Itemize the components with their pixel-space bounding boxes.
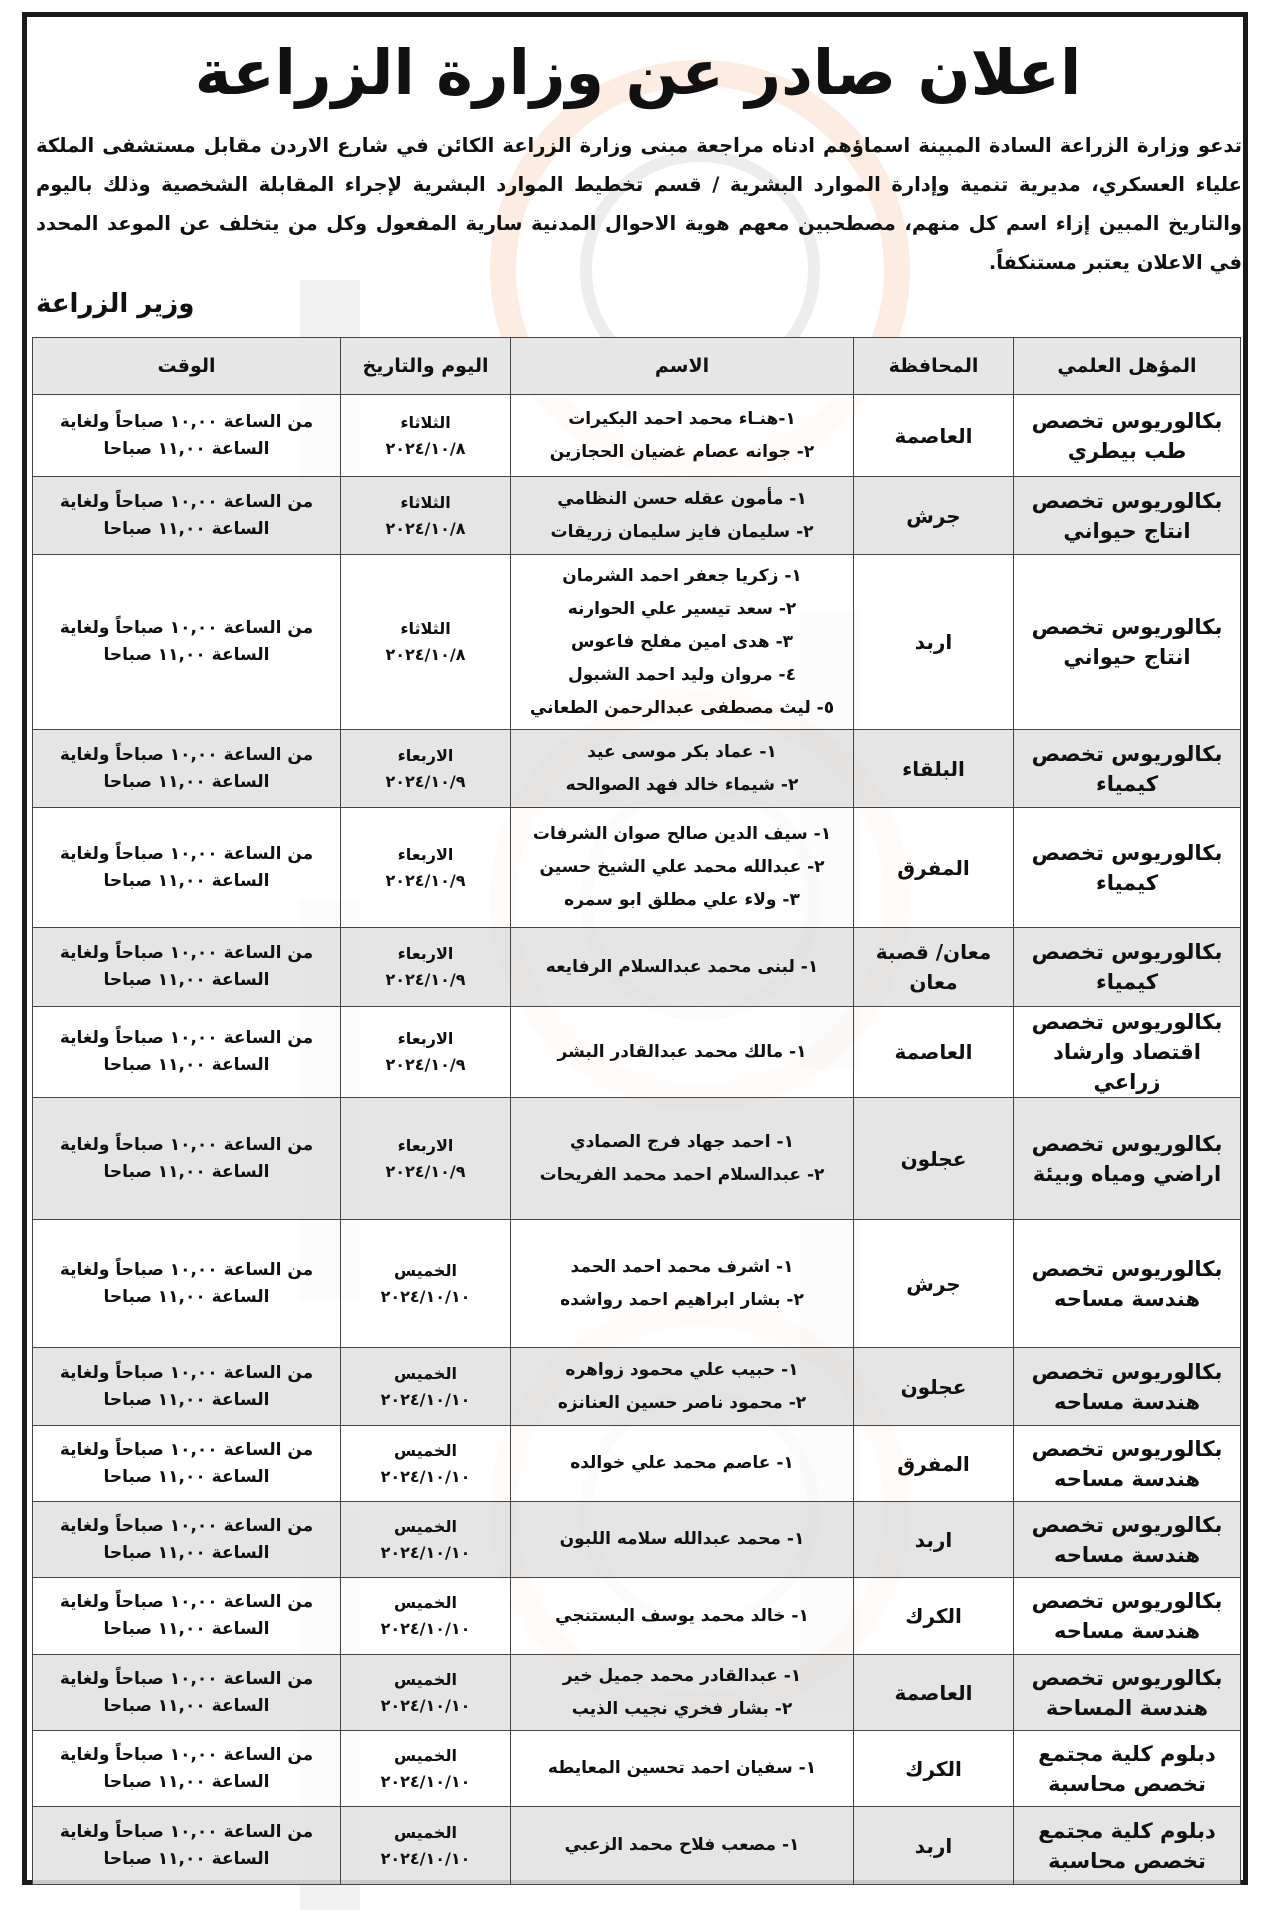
qualification-text: بكالوريوس تخصص (1031, 1512, 1223, 1537)
governorate-text: جرش (906, 503, 961, 528)
interview-time: من الساعة ١٠,٠٠ صباحاً ولغاية (59, 1259, 314, 1280)
candidate-name: ١- خالد محمد يوسف البستنجي (555, 1605, 809, 1626)
qualification-text: تخصص محاسبة (1048, 1771, 1206, 1796)
candidate-name: ٥- ليث مصطفى عبدالرحمن الطعاني (529, 697, 835, 718)
interview-time: من الساعة ١٠,٠٠ صباحاً ولغاية (59, 1439, 314, 1460)
candidate-name: ٢- جوانه عصام غضيان الحجازين (549, 441, 815, 462)
interview-time: الساعة ١١,٠٠ صباحا (103, 1466, 270, 1487)
time-cell (33, 1807, 341, 1885)
day-date-cell (341, 1502, 511, 1578)
table-row (33, 1348, 1241, 1426)
interview-time: من الساعة ١٠,٠٠ صباحاً ولغاية (59, 1362, 314, 1383)
names-cell (511, 555, 854, 730)
day-date-cell (341, 808, 511, 928)
qualification-text: هندسة مساحه (1053, 1542, 1201, 1567)
interview-time: من الساعة ١٠,٠٠ صباحاً ولغاية (59, 1821, 314, 1842)
day-date-cell (341, 730, 511, 808)
candidate-name: ١- حبيب علي محمود زواهره (565, 1359, 799, 1380)
governorate-cell (854, 1502, 1014, 1578)
candidate-name: ٣- ولاء علي مطلق ابو سمره (564, 890, 800, 910)
governorate-cell (854, 555, 1014, 730)
names-cell (511, 1807, 854, 1885)
qualification-cell (1014, 555, 1241, 730)
governorate-cell (854, 1220, 1014, 1348)
table-row (33, 808, 1241, 928)
table-row (33, 1807, 1241, 1885)
day-date-cell (341, 477, 511, 555)
qualification-text: بكالوريوس تخصص (1031, 1256, 1223, 1281)
interview-date: ٢٠٢٤/١٠/١٠ (380, 1848, 471, 1868)
governorate-text: جرش (906, 1271, 961, 1296)
interview-date: ٢٠٢٤/١٠/٨ (385, 645, 466, 664)
candidate-name: ٢- بشار ابراهيم احمد رواشده (560, 1289, 804, 1310)
qualification-text: هندسة مساحه (1053, 1286, 1201, 1311)
interview-time: من الساعة ١٠,٠٠ صباحاً ولغاية (59, 1134, 314, 1155)
qualification-text: اراضي ومياه وبيئة (1032, 1161, 1222, 1186)
table-row (33, 395, 1241, 477)
governorate-text: عجلون (900, 1146, 967, 1171)
governorate-cell (854, 730, 1014, 808)
interview-time: الساعة ١١,٠٠ صباحا (103, 1389, 270, 1410)
table-row (33, 1655, 1241, 1731)
interview-day: الاربعاء (397, 745, 454, 765)
governorate-text: الكرك (905, 1756, 962, 1781)
interview-time: الساعة ١١,٠٠ صباحا (103, 518, 270, 539)
candidate-name: ٤- مروان وليد احمد الشبول (568, 664, 796, 685)
qualification-text: كيمياء (1095, 771, 1159, 796)
names-cell (511, 1731, 854, 1807)
interview-date: ٢٠٢٤/١٠/١٠ (380, 1619, 471, 1638)
governorate-text: اربد (914, 630, 953, 654)
interview-time: الساعة ١١,٠٠ صباحا (103, 1848, 270, 1869)
interview-day: الاربعاء (397, 1135, 454, 1155)
qualification-text: كيمياء (1095, 870, 1159, 895)
table-body (33, 395, 1241, 1885)
day-date-cell (341, 1655, 511, 1731)
governorate-text: عجلون (900, 1374, 967, 1399)
qualification-text: انتاج حيواني (1063, 645, 1191, 669)
qualification-text: بكالوريوس تخصص (1031, 840, 1223, 865)
governorate-cell (854, 1655, 1014, 1731)
names-cell (511, 1348, 854, 1426)
governorate-cell (854, 1731, 1014, 1807)
day-date-cell (341, 1220, 511, 1348)
candidate-name: ٢- شيماء خالد فهد الصوالحه (565, 774, 799, 795)
qualification-text: بكالوريوس تخصص (1031, 1131, 1223, 1156)
qualification-text: دبلوم كلية مجتمع (1038, 1741, 1216, 1766)
interview-time: الساعة ١١,٠٠ صباحا (103, 1286, 270, 1307)
signature: وزير الزراعة (36, 289, 195, 319)
table-row (33, 1426, 1241, 1502)
interview-date: ٢٠٢٤/١٠/١٠ (380, 1466, 471, 1486)
qualification-text: كيمياء (1095, 970, 1159, 994)
candidate-name: ١-هنـاء محمد احمد البكيرات (568, 408, 796, 429)
time-cell (33, 1007, 341, 1098)
candidate-name: ١- اشرف محمد احمد الحمد (570, 1256, 794, 1277)
names-cell (511, 808, 854, 928)
interview-time: من الساعة ١٠,٠٠ صباحاً ولغاية (59, 411, 314, 432)
table-header-row (33, 338, 1241, 395)
interview-date: ٢٠٢٤/١٠/٨ (385, 438, 466, 458)
header-qualification: المؤهل العلمي (1014, 338, 1241, 395)
names-cell (511, 1426, 854, 1502)
qualification-cell (1014, 1807, 1241, 1885)
qualification-text: بكالوريوس تخصص (1031, 1010, 1223, 1034)
qualification-text: هندسة مساحه (1053, 1466, 1201, 1491)
day-date-cell (341, 1578, 511, 1655)
interview-day: الخميس (394, 1745, 457, 1765)
qualification-cell (1014, 1220, 1241, 1348)
interview-time: الساعة ١١,٠٠ صباحا (103, 1055, 270, 1075)
interview-date: ٢٠٢٤/١٠/٨ (385, 518, 466, 538)
governorate-cell (854, 477, 1014, 555)
interview-date: ٢٠٢٤/١٠/١٠ (380, 1542, 471, 1562)
table-row (33, 1731, 1241, 1807)
table-row (33, 555, 1241, 730)
header-name: الاسم (511, 338, 854, 395)
names-cell (511, 928, 854, 1007)
qualification-cell (1014, 1731, 1241, 1807)
interview-date: ٢٠٢٤/١٠/١٠ (380, 1695, 471, 1715)
day-date-cell (341, 928, 511, 1007)
day-date-cell (341, 1807, 511, 1885)
interview-date: ٢٠٢٤/١٠/١٠ (380, 1389, 471, 1409)
table-row (33, 1502, 1241, 1578)
candidate-name: ٣- هدى امين مفلح فاعوس (570, 631, 794, 652)
qualification-text: هندسة مساحه (1053, 1619, 1201, 1643)
qualification-text: هندسة المساحة (1045, 1695, 1209, 1720)
governorate-text: اربد (914, 1527, 953, 1552)
interview-time: الساعة ١١,٠٠ صباحا (103, 1542, 270, 1563)
interview-date: ٢٠٢٤/١٠/٩ (385, 970, 466, 989)
interview-time: الساعة ١١,٠٠ صباحا (103, 870, 270, 891)
interview-schedule-table (32, 337, 1241, 1885)
interview-date: ٢٠٢٤/١٠/١٠ (380, 1771, 471, 1791)
day-date-cell (341, 1348, 511, 1426)
qualification-text: بكالوريوس تخصص (1031, 615, 1223, 639)
table-row (33, 1578, 1241, 1655)
interview-day: الثلاثاء (400, 619, 451, 638)
time-cell (33, 555, 341, 730)
interview-day: الثلاثاء (400, 492, 451, 512)
candidate-name: ٢- سليمان فايز سليمان زريقات (550, 521, 814, 542)
names-cell (511, 1502, 854, 1578)
names-cell (511, 1098, 854, 1220)
governorate-text: العاصمة (894, 1680, 973, 1705)
day-date-cell (341, 1098, 511, 1220)
governorate-text: معان/ قصبة (875, 940, 992, 964)
candidate-name: ١- لبنى محمد عبدالسلام الرفايعه (545, 956, 819, 977)
governorate-cell (854, 1426, 1014, 1502)
governorate-cell (854, 1348, 1014, 1426)
day-date-cell (341, 555, 511, 730)
governorate-text: اربد (914, 1833, 953, 1858)
governorate-text: العاصمة (894, 1040, 973, 1064)
qualification-text: بكالوريوس تخصص (1031, 408, 1223, 433)
governorate-cell (854, 1098, 1014, 1220)
governorate-cell (854, 1007, 1014, 1098)
qualification-cell (1014, 928, 1241, 1007)
candidate-name: ١- زكريا جعفر احمد الشرمان (562, 565, 802, 586)
interview-time: الساعة ١١,٠٠ صباحا (103, 645, 270, 665)
day-date-cell (341, 1426, 511, 1502)
qualification-cell (1014, 1655, 1241, 1731)
time-cell (33, 928, 341, 1007)
governorate-text: المفرق (897, 855, 970, 880)
candidate-name: ١- سيف الدين صالح صوان الشرفات (532, 824, 832, 844)
time-cell (33, 1731, 341, 1807)
time-cell (33, 1098, 341, 1220)
qualification-text: بكالوريوس تخصص (1031, 488, 1223, 513)
candidate-name: ١- مأمون عقله حسن النظامي (557, 488, 807, 509)
interview-day: الخميس (394, 1260, 457, 1280)
interview-time: من الساعة ١٠,٠٠ صباحاً ولغاية (59, 618, 314, 638)
table-row (33, 1220, 1241, 1348)
governorate-text: المفرق (897, 1451, 970, 1476)
interview-time: الساعة ١١,٠٠ صباحا (103, 1771, 270, 1792)
time-cell (33, 477, 341, 555)
qualification-text: بكالوريوس تخصص (1031, 1359, 1223, 1384)
qualification-text: طب بيطري (1067, 438, 1187, 463)
time-cell (33, 1426, 341, 1502)
governorate-text: البلقاء (902, 756, 965, 781)
interview-date: ٢٠٢٤/١٠/٩ (385, 1055, 466, 1074)
announcement-title: اعلان صادر عن وزارة الزراعة (194, 36, 1082, 109)
candidate-name: ١- احمد جهاد فرج الصمادي (569, 1131, 794, 1152)
time-cell (33, 1348, 341, 1426)
candidate-name: ١- سفيان احمد تحسين المعايطه (547, 1758, 817, 1778)
qualification-text: انتاج حيواني (1063, 518, 1191, 543)
names-cell (511, 1578, 854, 1655)
governorate-cell (854, 808, 1014, 928)
interview-day: الخميس (394, 1516, 457, 1536)
names-cell (511, 1220, 854, 1348)
interview-time: الساعة ١١,٠٠ صباحا (103, 970, 270, 990)
governorate-text: معان (909, 970, 958, 994)
qualification-cell (1014, 477, 1241, 555)
interview-day: الخميس (394, 1822, 457, 1842)
interview-day: الخميس (394, 1363, 457, 1383)
interview-date: ٢٠٢٤/١٠/٩ (385, 1161, 466, 1181)
time-cell (33, 1220, 341, 1348)
day-date-cell (341, 1007, 511, 1098)
qualification-text: بكالوريوس تخصص (1031, 940, 1223, 964)
interview-time: من الساعة ١٠,٠٠ صباحاً ولغاية (59, 1668, 314, 1689)
candidate-name: ١- عبدالقادر محمد جميل خير (562, 1665, 802, 1686)
candidate-name: ١- محمد عبدالله سلامه اللبون (559, 1529, 805, 1549)
candidate-name: ٢- محمود ناصر حسين العنانزه (557, 1392, 807, 1413)
qualification-cell (1014, 1578, 1241, 1655)
interview-time: من الساعة ١٠,٠٠ صباحاً ولغاية (59, 843, 314, 864)
interview-date: ٢٠٢٤/١٠/٩ (385, 870, 466, 890)
qualification-cell (1014, 730, 1241, 808)
header-governorate: المحافظة (854, 338, 1014, 395)
interview-day: الاربعاء (397, 844, 454, 864)
interview-time: الساعة ١١,٠٠ صباحا (103, 1161, 270, 1182)
interview-day: الاربعاء (397, 944, 454, 963)
interview-time: من الساعة ١٠,٠٠ صباحاً ولغاية (59, 943, 314, 963)
header-day-date: اليوم والتاريخ (341, 338, 511, 395)
qualification-text: بكالوريوس تخصص (1031, 1589, 1223, 1613)
interview-day: الثلاثاء (400, 412, 451, 432)
day-date-cell (341, 395, 511, 477)
table-row (33, 1098, 1241, 1220)
day-date-cell (341, 1731, 511, 1807)
interview-date: ٢٠٢٤/١٠/٩ (385, 771, 466, 791)
names-cell (511, 1655, 854, 1731)
interview-time: من الساعة ١٠,٠٠ صباحاً ولغاية (59, 1028, 314, 1048)
names-cell (511, 1007, 854, 1098)
qualification-cell (1014, 1007, 1241, 1098)
candidate-name: ٢- عبدالسلام احمد محمد الفريحات (539, 1164, 825, 1185)
candidate-name: ١- مصعب فلاح محمد الزعبي (564, 1835, 800, 1855)
time-cell (33, 1578, 341, 1655)
names-cell (511, 395, 854, 477)
time-cell (33, 1655, 341, 1731)
interview-time: الساعة ١١,٠٠ صباحا (103, 438, 270, 459)
names-cell (511, 730, 854, 808)
governorate-cell (854, 395, 1014, 477)
qualification-cell (1014, 395, 1241, 477)
interview-time: من الساعة ١٠,٠٠ صباحاً ولغاية (59, 1744, 314, 1765)
table-row (33, 928, 1241, 1007)
qualification-cell (1014, 1348, 1241, 1426)
governorate-text: العاصمة (894, 423, 973, 448)
governorate-cell (854, 1578, 1014, 1655)
names-cell (511, 477, 854, 555)
qualification-text: اقتصاد وارشاد زراعي (1053, 1040, 1201, 1094)
interview-time: الساعة ١١,٠٠ صباحا (103, 1619, 270, 1639)
announcement-intro: تدعو وزارة الزراعة السادة المبينة اسماؤهم ادناه مراجعة مبنى وزارة الزراعة الكائن في شارع الاردن مقابل مستشفى الملكة علياء العسكري، مديرية تنمية وإدارة الموارد البشرية / قسم تخطيط الموارد البشرية لإجراء المقابلة الشخصية وذلك باليوم والتاريخ المبين إزاء اسم كل منهم، مصطحبين معهم هوية الاحوال المدنية سارية المفعول وكل من يتخلف عن الموعد المحدد في الاعلان يعتبر مستنكفاً. (36, 134, 1242, 274)
candidate-name: ٢- عبدالله محمد علي الشيخ حسين (539, 857, 825, 877)
qualification-cell (1014, 808, 1241, 928)
candidate-name: ١- مالك محمد عبدالقادر البشر (557, 1041, 807, 1062)
interview-date: ٢٠٢٤/١٠/١٠ (380, 1286, 471, 1306)
interview-time: الساعة ١١,٠٠ صباحا (103, 1695, 270, 1716)
qualification-cell (1014, 1426, 1241, 1502)
time-cell (33, 808, 341, 928)
qualification-text: بكالوريوس تخصص (1031, 1665, 1223, 1690)
qualification-cell (1014, 1098, 1241, 1220)
table-row (33, 1007, 1241, 1098)
interview-time: من الساعة ١٠,٠٠ صباحاً ولغاية (59, 491, 314, 512)
qualification-text: تخصص محاسبة (1048, 1848, 1206, 1873)
candidate-name: ٢- بشار فخري نجيب الذيب (571, 1698, 793, 1719)
interview-time: الساعة ١١,٠٠ صباحا (103, 771, 270, 792)
qualification-text: بكالوريوس تخصص (1031, 741, 1223, 766)
interview-time: من الساعة ١٠,٠٠ صباحاً ولغاية (59, 1592, 314, 1612)
table-row (33, 477, 1241, 555)
table-row (33, 730, 1241, 808)
candidate-name: ١- عاصم محمد علي خوالده (570, 1453, 794, 1473)
qualification-text: هندسة مساحه (1053, 1389, 1201, 1414)
interview-day: الخميس (394, 1593, 457, 1612)
candidate-name: ٢- سعد تيسير علي الحوارنه (567, 598, 797, 619)
time-cell (33, 1502, 341, 1578)
time-cell (33, 730, 341, 808)
interview-day: الخميس (394, 1440, 457, 1460)
candidate-name: ١- عماد بكر موسى عيد (587, 741, 777, 762)
time-cell (33, 395, 341, 477)
governorate-cell (854, 1807, 1014, 1885)
interview-time: من الساعة ١٠,٠٠ صباحاً ولغاية (59, 744, 314, 765)
qualification-text: بكالوريوس تخصص (1031, 1436, 1223, 1461)
interview-day: الخميس (394, 1669, 457, 1689)
interview-time: من الساعة ١٠,٠٠ صباحاً ولغاية (59, 1515, 314, 1536)
governorate-cell (854, 928, 1014, 1007)
governorate-text: الكرك (905, 1604, 962, 1628)
interview-day: الاربعاء (397, 1029, 454, 1048)
header-time: الوقت (33, 338, 341, 395)
qualification-text: دبلوم كلية مجتمع (1038, 1818, 1216, 1843)
qualification-cell (1014, 1502, 1241, 1578)
